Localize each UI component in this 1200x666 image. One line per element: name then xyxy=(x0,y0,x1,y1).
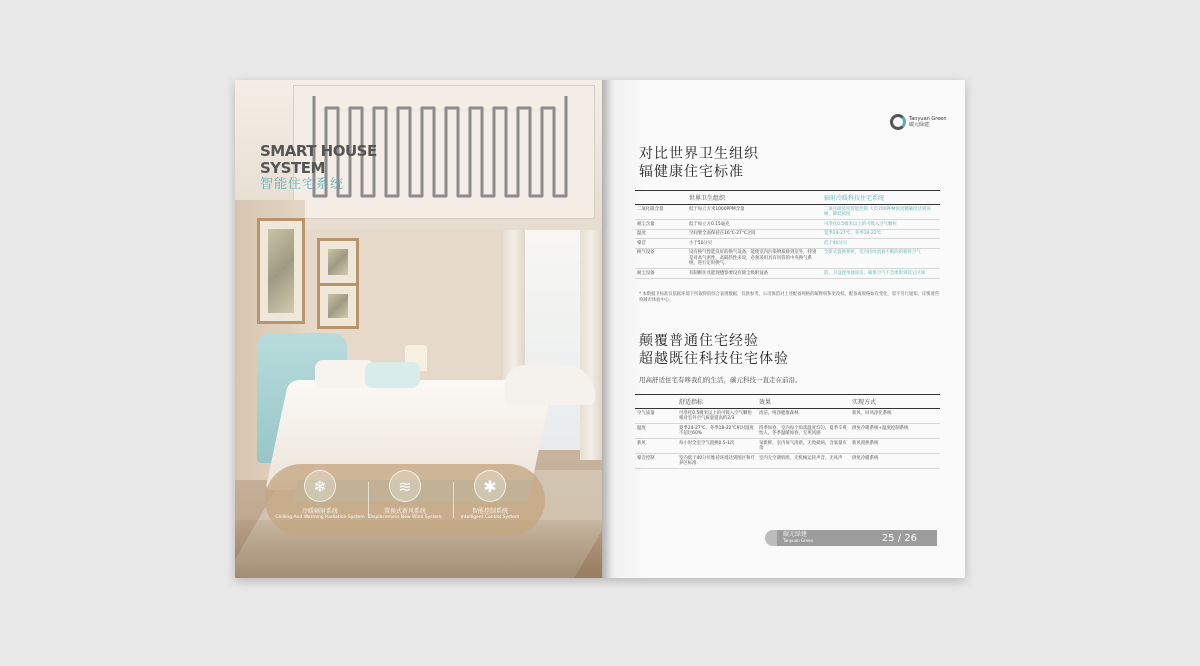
table-cell: 夏季24-27℃，冬季18-22℃相对湿度不超过60% xyxy=(677,424,757,439)
logo-icon xyxy=(890,114,906,130)
table-cell: 供免冷暖系统 xyxy=(850,454,940,469)
table-cell: 噪音控制 xyxy=(635,454,677,469)
table-header: 效果 xyxy=(757,395,850,409)
heading-line: 颠覆普通住宅经验 xyxy=(639,333,759,349)
brochure-spread xyxy=(235,80,965,578)
feature-label-en: Chilling And Warming Radiation System xyxy=(275,515,365,520)
chaise-lounge xyxy=(505,365,595,405)
wall-art-frame xyxy=(257,218,305,324)
spine-shadow xyxy=(602,80,612,578)
feature-wind xyxy=(360,470,450,521)
brand-logo xyxy=(890,114,947,130)
table-cell: 温度 xyxy=(635,229,687,239)
table-header: 实现方式 xyxy=(850,395,940,409)
table-header-row xyxy=(635,395,940,409)
page-title-cn: 智能住宅系统 xyxy=(260,177,345,192)
table-header xyxy=(635,395,677,409)
section-heading-1 xyxy=(639,145,759,181)
table-cell: 噪音 xyxy=(635,239,687,249)
feature-label: 智能控制系统 xyxy=(471,508,508,515)
feature-label-en: Intelligent Control System xyxy=(460,515,520,520)
table-header: 辐射冷暖科技住宅系统 xyxy=(822,191,940,205)
table-cell: 清洁，纯净健康森林 xyxy=(757,409,850,424)
comparison-table xyxy=(635,190,940,279)
feature-chilling xyxy=(275,470,365,521)
right-page xyxy=(602,80,965,578)
artwork xyxy=(328,249,348,275)
logo-cn: 碳元绿建 xyxy=(909,122,930,128)
curtain xyxy=(580,230,602,460)
table-row xyxy=(635,229,940,239)
table-cell: 每小时全室空气置换0.5-1次 xyxy=(677,439,757,454)
heading-line: 对比世界卫生组织 xyxy=(639,146,759,162)
artwork xyxy=(268,229,294,313)
title-line: SYSTEM xyxy=(260,159,325,177)
intro-text: 用高舒适住宅有哆我们的生活，碳元科技一直走在前沿。 xyxy=(639,376,802,384)
heading-line: 超越既往科技住宅体验 xyxy=(639,351,789,367)
logo-text xyxy=(909,116,947,128)
bulb-icon: ✱ xyxy=(474,470,506,502)
snowflake-icon: ❄ xyxy=(304,470,336,502)
table-cell: 供免冷暖系统+温度控制系统 xyxy=(850,424,940,439)
table-cell: 耐尘设备 xyxy=(635,269,687,279)
title-line: SMART HOUSE xyxy=(260,142,377,160)
pager-brand-en: Tanyuan Green xyxy=(783,538,814,543)
table-row xyxy=(635,269,940,279)
table-cell: 可净化0.5微米以上的可吸入空气颗粒相对室外空气质量提高约2/3 xyxy=(677,409,757,424)
table-cell: 温度 xyxy=(635,424,677,439)
page-title-en xyxy=(260,143,377,177)
table-row xyxy=(635,424,940,439)
wall-art-frame xyxy=(317,238,359,286)
table-cell: 新风 xyxy=(635,439,677,454)
table-row xyxy=(635,454,940,469)
table-cell: 低于每立方米1000PPM含量 xyxy=(687,205,822,220)
table-cell: 夏季24-27℃，冬季18-22℃ xyxy=(822,229,940,239)
table-row xyxy=(635,205,940,220)
table-header: 舒适指标 xyxy=(677,395,757,409)
heading-line: 辐健康住宅标准 xyxy=(639,164,744,180)
table-cell: 耐尘含量 xyxy=(635,220,687,230)
section-heading-2 xyxy=(639,332,789,368)
table-cell: 防，卫设置单独厚房，确保空气不会流窜到其它区域 xyxy=(822,269,940,279)
table-cell: 四季如春，室内每个角落温度均匀，夏季辛爽怡人，冬季温暖如春，无死风感 xyxy=(757,424,850,439)
comfort-table xyxy=(635,394,940,469)
wind-icon: ≋ xyxy=(389,470,421,502)
table-row xyxy=(635,409,940,424)
table-row xyxy=(635,239,940,249)
table-cell: 新风置换系统 xyxy=(850,439,940,454)
artwork xyxy=(328,294,348,318)
page-number: 25 / 26 xyxy=(881,532,917,544)
table-cell: 新风，回风净化系统 xyxy=(850,409,940,424)
table-cell: 低于每立方0.15毫克 xyxy=(687,220,822,230)
feature-label-en: Displacement New Wind System xyxy=(368,515,442,520)
table-cell: 呆新鲜，室内每气清新，无致损病，含氧量有余 xyxy=(757,439,850,454)
table-cell: 换气设备 xyxy=(635,248,687,269)
table-cell: 二氧化碳浓度智能控制 大负700PPM浓度精确度达到顶峰，降低浓度 xyxy=(822,205,940,220)
pager-brand-cn: 碳元绿建 xyxy=(783,531,808,538)
pager-brand xyxy=(777,532,813,544)
table-cell: 设有换气性能良好的换气设备，能使室内污染物质排到室外，特别是对高气密性，高隔热性来说，必须采用具有风管的中央换气系统，进行定时换气。 xyxy=(687,248,822,269)
table-row xyxy=(635,248,940,269)
table-cell: 室内无空调机组，无机械运转声音，无风声 xyxy=(757,454,850,469)
feature-label: 冷暖辐射系统 xyxy=(301,508,338,515)
table-cell: 小于50分贝 xyxy=(687,239,822,249)
feature-label: 置换式新风系统 xyxy=(383,508,426,515)
table-cell: 可净化0.5微米以上的可吸入空气颗粒 xyxy=(822,220,940,230)
logo-en: Tanyuan Green xyxy=(909,116,947,122)
table-cell: 低于40分贝 xyxy=(822,239,940,249)
table-cell: 有制断住具能现德察要设有除尘吸附设备 xyxy=(687,269,822,279)
wall-art-frame xyxy=(317,283,359,329)
table-header xyxy=(635,191,687,205)
feature-icon-bar xyxy=(265,464,545,536)
table-cell: 二氧化碳含量 xyxy=(635,205,687,220)
feature-control xyxy=(445,470,535,521)
table-row xyxy=(635,439,940,454)
table-row xyxy=(635,220,940,230)
pillow xyxy=(365,362,420,388)
table-cell: 空气质量 xyxy=(635,409,677,424)
table-cell: 室内低于40分贝维持环境达到图区和疗养区标准 xyxy=(677,454,757,469)
page-number-bar xyxy=(777,530,937,546)
table-cell: 全新式置换系统，室内持续流通不断的的新鲜空气 xyxy=(822,248,940,269)
left-page xyxy=(235,80,602,578)
table-header: 世界卫生组织 xyxy=(687,191,822,205)
table-cell: 空间要全面保持在16℃-27℃之间 xyxy=(687,229,822,239)
pager-tab xyxy=(765,530,777,546)
footnote: * 本数据卫标准仅依据环境下所取得的综合表现数据，仅供参考，公司保留对上述配备规格的解释权和更改权，配备或规格如有变化，恕不另行通知，详情请咨询城市体验中心。 xyxy=(639,292,939,303)
table-header-row xyxy=(635,191,940,205)
